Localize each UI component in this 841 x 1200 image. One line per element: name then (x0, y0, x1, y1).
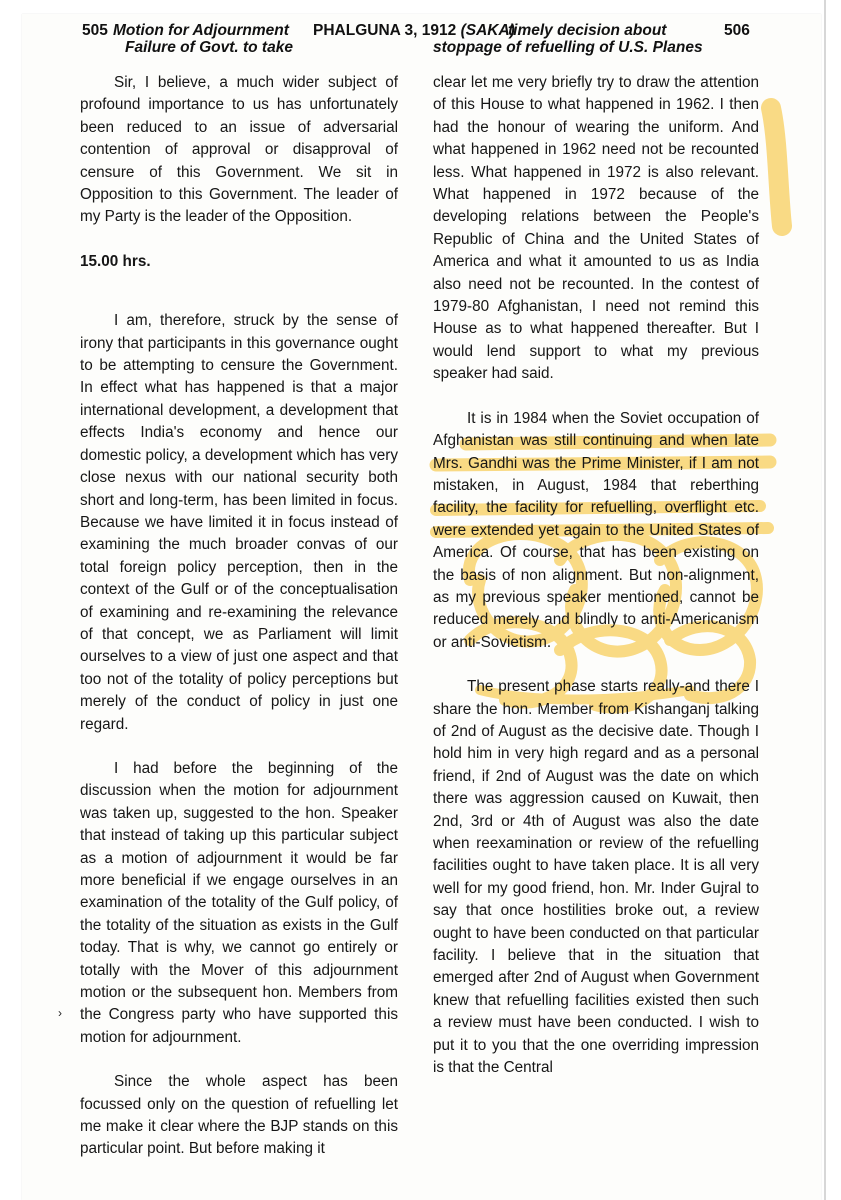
left-paragraph-1: Sir, I believe, a much wider subject of profound importance to us has unfortunately been reduced to an issue of adversarial contention of approval or disapproval of censure of this Government. We sit in Opposition to this Government. The leader of my Party is the leader of the Opposition. (80, 74, 398, 226)
page-number-left: 505 (82, 22, 108, 39)
left-paragraph-3: I had before the beginning of the discussion when the motion for adjournment was taken up, suggested to the hon. Speaker that instead of taking up this particular subject as a motion of adjournment it would be far more beneficial if we engage ourselves in an examination of the totality of the Gulf policy, of the totality of the situation as exists in the Gulf today. That is why, we cannot go entirely or totally with the Mover of this adjournment motion or the subsequent hon. Members from the Congress party who have supported this motion for adjournment. (80, 759, 398, 1046)
time-marker: 15.00 hrs. (80, 252, 151, 270)
page-edge-divider (824, 0, 826, 1200)
header-title-left-line2: Failure of Govt. to take (125, 39, 293, 56)
header-date-saka: (SAKA) (460, 22, 515, 39)
margin-mark: › (58, 1006, 62, 1020)
header-title-right-line2: stoppage of refuelling of U.S. Planes (433, 39, 703, 56)
viewer-top-bar (0, 0, 841, 14)
right-column (433, 72, 759, 1079)
page-number-right: 506 (724, 22, 750, 39)
page-header (82, 22, 762, 62)
right-paragraph-3: The present phase starts really-and there I share the hon. Member from Kishanganj talking of 2nd of August as the decisive date. Though I hold him in very high regard and as a personal friend, if 2nd of August was the date on which there was aggression caused on Kuwait, then 2nd, 3rd or 4th of August was also the date when reexamination or review of the refuelling facilities ought to have taken place. It is all very well for my good friend, hon. Mr. Inder Gujral to say that once hostilities broke out, a review ought to have been conducted on that particular facility. I believe that in the situation that emerged after 2nd of August when Government knew that refuelling facilities existed then such a review must have been conducted. I wish to put it to you that the one overriding impression is that the Central (433, 678, 759, 1077)
left-paragraph-4: Since the whole aspect has been focussed only on the question of refuelling let me make it clear where the BJP stands on this particular point. But before making it (80, 1073, 398, 1158)
header-title-right: timely decision about (508, 22, 667, 39)
header-date (313, 22, 515, 39)
header-date-main: PHALGUNA 3, 1912 (313, 22, 457, 39)
right-paragraph-2: It is in 1984 when the Soviet occupation of Afghanistan was still continuing and when late Mrs. Gandhi was the Prime Minister, if I am not mistaken, in August, 1984 that reberthing facility, the facility for refuelling, overflight etc. were extended yet again to the United States of America. Of course, that has been existing on the basis of non alignment. But non-alignment, as my previous speaker mentioned, cannot be reduced merely and blindly to anti-Americanism or anti-Sovietism. (433, 409, 759, 651)
left-column (80, 72, 398, 1161)
header-title-left: Motion for Adjournment (113, 22, 289, 39)
right-paragraph-1: clear let me very briefly try to draw the attention of this House to what happened in 1962. I then had the honour of wearing the uniform. And what happened in 1962 need not be recounted less. What happened in 1972 is also relevant. What happened in 1972 because of the developing relations between the People's Republic of China and the United States of America and what it amounted to us as India also need not be recounted. In the contest of 1979-80 Afghanistan, I need not remind this House as to what happened thereafter. But I would lend support to what my previous speaker had said. (433, 74, 759, 383)
left-paragraph-2: I am, therefore, struck by the sense of irony that participants in this governance ought to be attempting to censure the Government. In effect what has happened is that a major international development, a development that effects India's economy and hence our domestic policy, a development which has very close nexus with our national security both short and long-term, has been limited in focus. Because we have limited it in focus instead of examining the much broader convas of our total foreign policy perception, then in the context of the Gulf or of the conceptualisation of examining and re-examining the relevance of that concept, we as Parliament will limit ourselves to a view of just one aspect and that too not of the totality of policy perceptions but merely of the conduct of policy in just one regard. (80, 312, 398, 733)
